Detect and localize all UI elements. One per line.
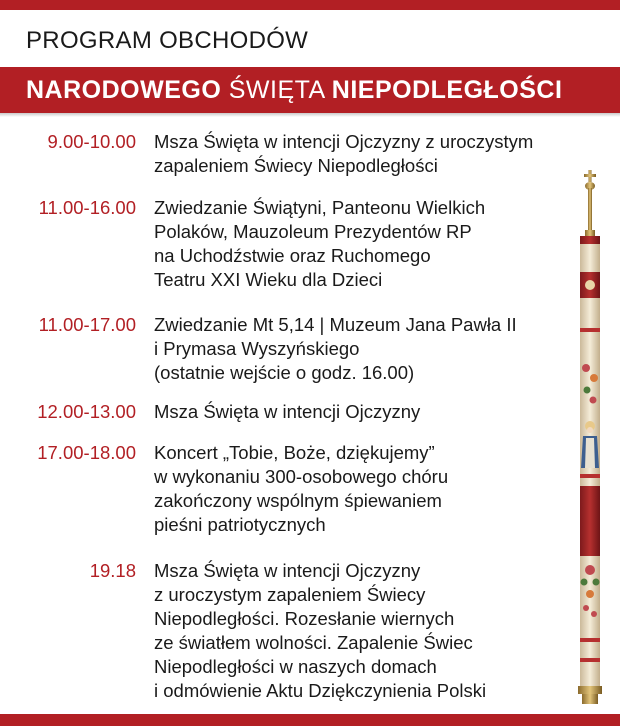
event-line: Polaków, Mauzoleum Prezydentów RP xyxy=(154,221,472,242)
candle-shaft xyxy=(588,188,592,232)
event-line: z uroczystym zapaleniem Świecy xyxy=(154,584,426,605)
event-description xyxy=(154,441,574,537)
event-line: zakończony wspólnym śpiewaniem xyxy=(154,490,442,511)
event-time: 11.00-16.00 xyxy=(38,197,136,218)
candle-lower-red-section xyxy=(580,486,600,556)
event-line: Teatru XXI Wieku dla Dzieci xyxy=(154,269,383,290)
candle-base xyxy=(578,686,602,694)
event-line: Niepodległości. Rozesłanie wiernych xyxy=(154,608,455,629)
event-line: i odmówienie Aktu Dziękczynienia Polski xyxy=(154,680,487,701)
event-line: na Uchodźstwie oraz Ruchomego xyxy=(154,245,431,266)
event-line: Msza Święta w intencji Ojczyzny xyxy=(154,401,421,422)
candle-finial-icon xyxy=(584,170,596,190)
event-time: 12.00-13.00 xyxy=(37,401,136,422)
event-time: 9.00-10.00 xyxy=(47,131,136,152)
event-description xyxy=(154,400,574,424)
event-line: w wykonaniu 300-osobowego chóru xyxy=(154,466,449,487)
event-line: Koncert „Tobie, Boże, dziękujemy” xyxy=(154,442,435,463)
event-description xyxy=(154,559,574,703)
banner-shadow xyxy=(0,113,620,117)
title-banner xyxy=(0,67,620,113)
independence-candle-illustration xyxy=(572,168,608,708)
banner-word-swieta: ŚWIĘTA xyxy=(228,76,325,104)
event-line: Zwiedzanie Świątyni, Panteonu Wielkich xyxy=(154,197,486,218)
event-line: Niepodległości w naszych domach xyxy=(154,656,437,677)
page-title: PROGRAM OBCHODÓW xyxy=(26,27,309,54)
event-line: pieśni patriotycznych xyxy=(154,514,326,535)
event-description xyxy=(154,130,574,178)
event-line: i Prymasa Wyszyńskiego xyxy=(154,338,360,359)
event-line: (ostatnie wejście o godz. 16.00) xyxy=(154,362,415,383)
event-line: Zwiedzanie Mt 5,14 | Muzeum Jana Pawła II xyxy=(154,314,517,335)
event-line: zapaleniem Świecy Niepodległości xyxy=(154,155,438,176)
event-time: 17.00-18.00 xyxy=(37,442,136,463)
event-time: 11.00-17.00 xyxy=(38,314,136,335)
event-time: 19.18 xyxy=(89,560,136,581)
top-red-rule xyxy=(0,0,620,10)
event-line: Msza Święta w intencji Ojczyzny xyxy=(154,560,421,581)
event-description xyxy=(154,313,574,385)
event-line: ze światłem wolności. Zapalenie Świec xyxy=(154,632,473,653)
event-description xyxy=(154,196,574,292)
bottom-red-rule xyxy=(0,714,620,726)
event-line: Msza Święta w intencji Ojczyzny z uroczystym xyxy=(154,131,534,152)
banner-word-narodowego: NARODOWEGO xyxy=(26,76,222,104)
banner-word-niepodleglosci: NIEPODLEGŁOŚCI xyxy=(331,76,563,104)
